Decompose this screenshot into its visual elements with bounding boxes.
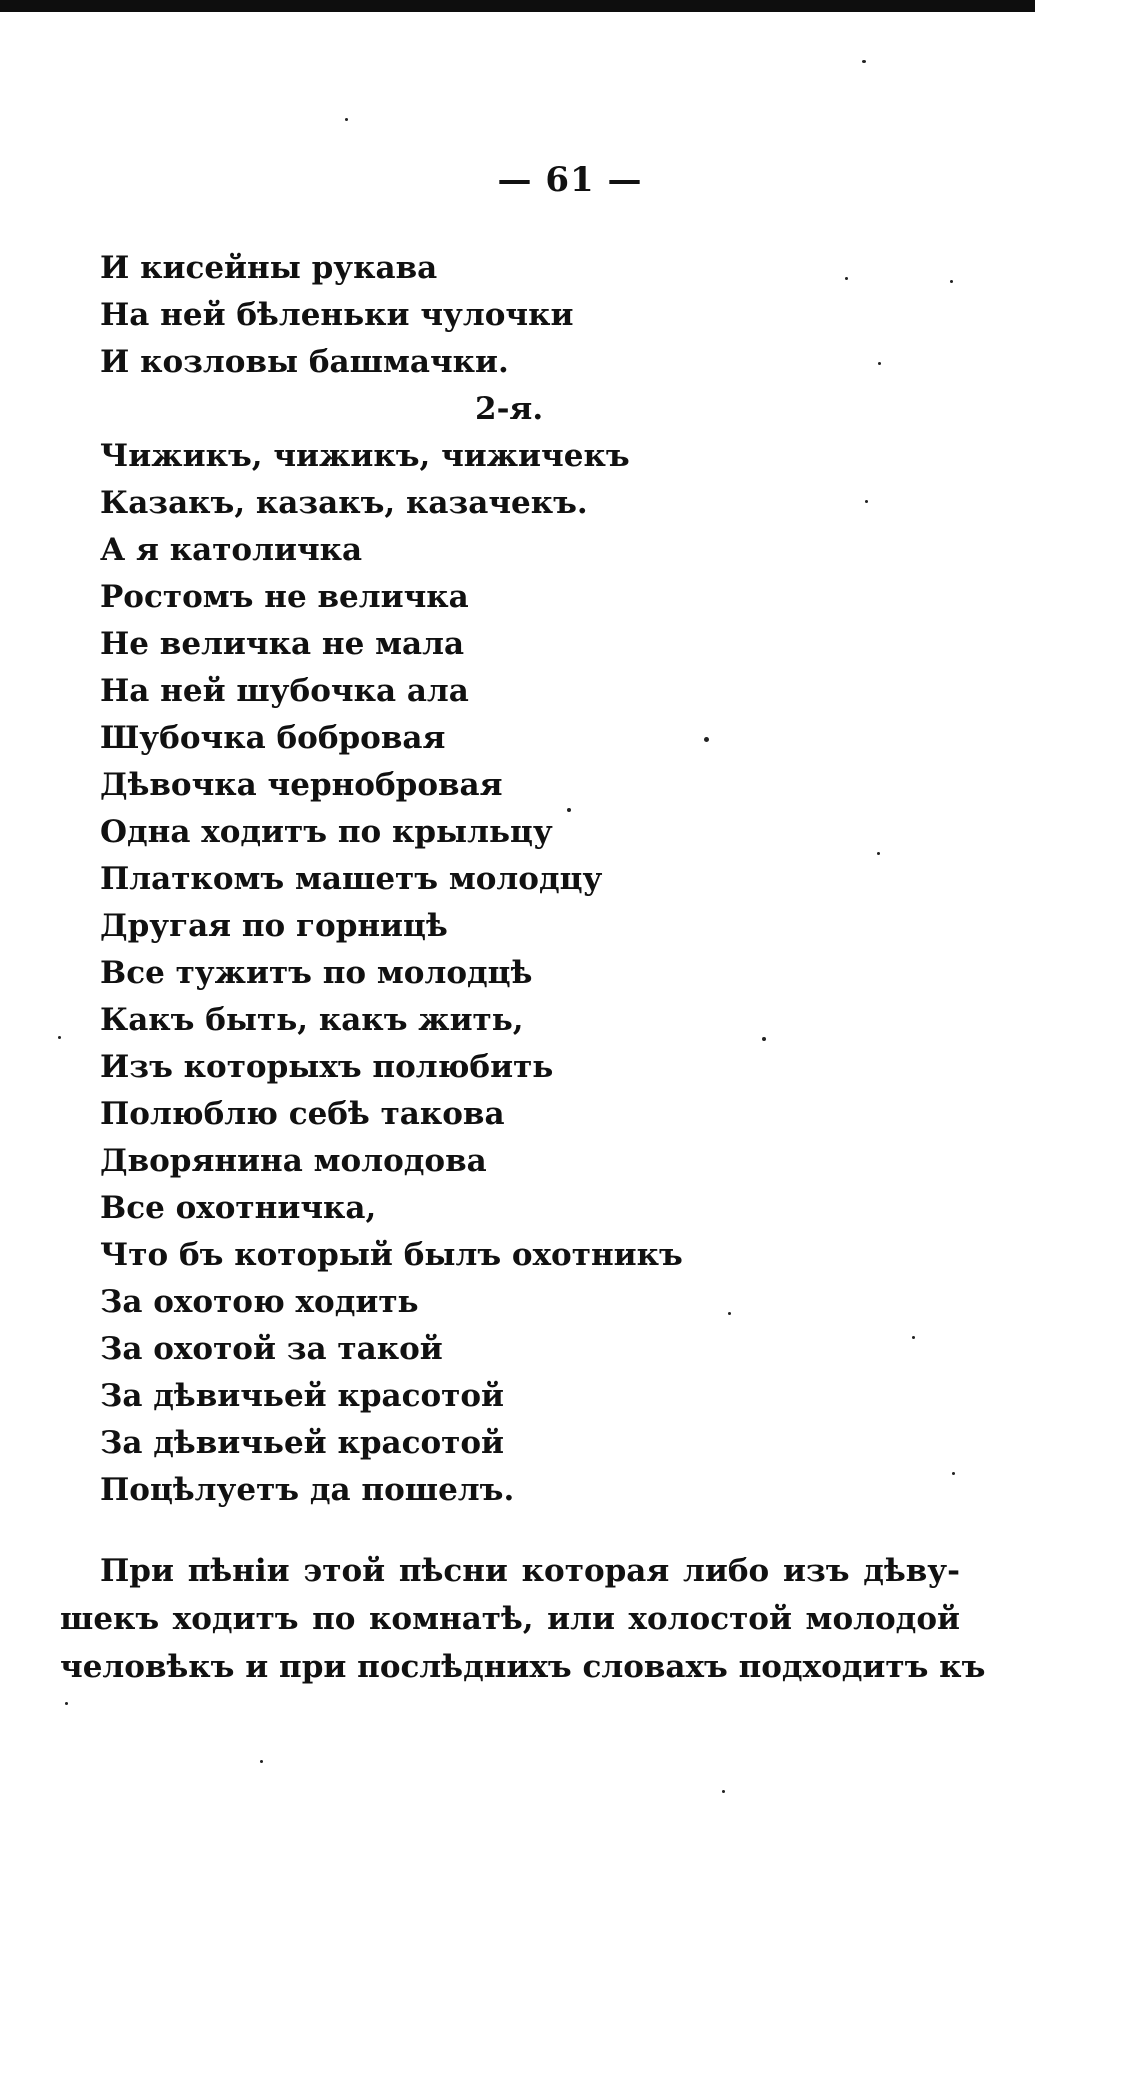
prose-line: человѣкъ и при послѣднихъ словахъ подходитъ къ [60, 1649, 986, 1685]
verse-line: За дѣвичьей красотой [100, 1378, 505, 1414]
verse-line: Другая по горницѣ [100, 908, 448, 944]
verse-line: Не величка не мала [100, 626, 465, 662]
verse-line: Чижикъ, чижикъ, чижичекъ [100, 438, 630, 474]
verse-line: За дѣвичьей красотой [100, 1425, 505, 1461]
verse-line: Дворянина молодова [100, 1143, 487, 1179]
scan-speck [260, 1760, 263, 1763]
verse-block [100, 245, 683, 1514]
verse-line: Все тужитъ по молодцѣ [100, 955, 533, 991]
verse-line: И козловы башмачки. [100, 344, 509, 380]
verse-line: Казакъ, казакъ, казачекъ. [100, 485, 588, 521]
verse-line: Поцѣлуетъ да пошелъ. [100, 1472, 515, 1508]
verse-line: А я католичка [100, 532, 363, 568]
verse-line: Полюблю себѣ такова [100, 1096, 505, 1132]
prose-line: При пѣніи этой пѣсни которая либо изъ дѣву- [100, 1553, 960, 1589]
verse-line: И кисейны рукава [100, 250, 438, 286]
scan-speck [65, 1702, 68, 1705]
scan-speck [845, 277, 848, 280]
verse-line: Платкомъ машетъ молодцу [100, 861, 603, 897]
verse-line: Шубочка бобровая [100, 720, 446, 756]
verse-line: Одна ходитъ по крыльцу [100, 814, 553, 850]
verse-line: Что бъ который былъ охотникъ [100, 1237, 683, 1273]
scan-speck [950, 280, 953, 283]
top-border-rule [0, 0, 1035, 12]
scan-speck [952, 1472, 955, 1475]
scan-speck [862, 60, 866, 63]
verse-line: На ней шубочка ала [100, 673, 469, 709]
scan-speck [912, 1336, 915, 1339]
prose-paragraph [60, 1547, 986, 1691]
verse-line: За охотой за такой [100, 1331, 443, 1367]
page-number: — 61 — [497, 160, 643, 200]
song-number-heading: 2-я. [475, 391, 544, 427]
verse-line: Изъ которыхъ полюбить [100, 1049, 554, 1085]
verse-line: За охотою ходить [100, 1284, 419, 1320]
verse-line: На ней бѣленьки чулочки [100, 297, 574, 333]
verse-line: Ростомъ не величка [100, 579, 469, 615]
scan-speck [567, 808, 571, 812]
scan-speck [704, 737, 709, 742]
scan-speck [878, 362, 881, 365]
scan-speck [345, 118, 348, 121]
scan-speck [58, 1036, 61, 1039]
verse-line: Все охотничка, [100, 1190, 377, 1226]
scan-speck [762, 1037, 766, 1041]
scan-speck [722, 1790, 725, 1793]
prose-line: шекъ ходитъ по комнатѣ, или холостой молодой [60, 1601, 960, 1637]
scan-speck [877, 852, 880, 855]
scan-speck [728, 1312, 731, 1315]
verse-line: Какъ быть, какъ жить, [100, 1002, 524, 1038]
verse-line: Дѣвочка чернобровая [100, 767, 503, 803]
scan-speck [865, 500, 868, 503]
